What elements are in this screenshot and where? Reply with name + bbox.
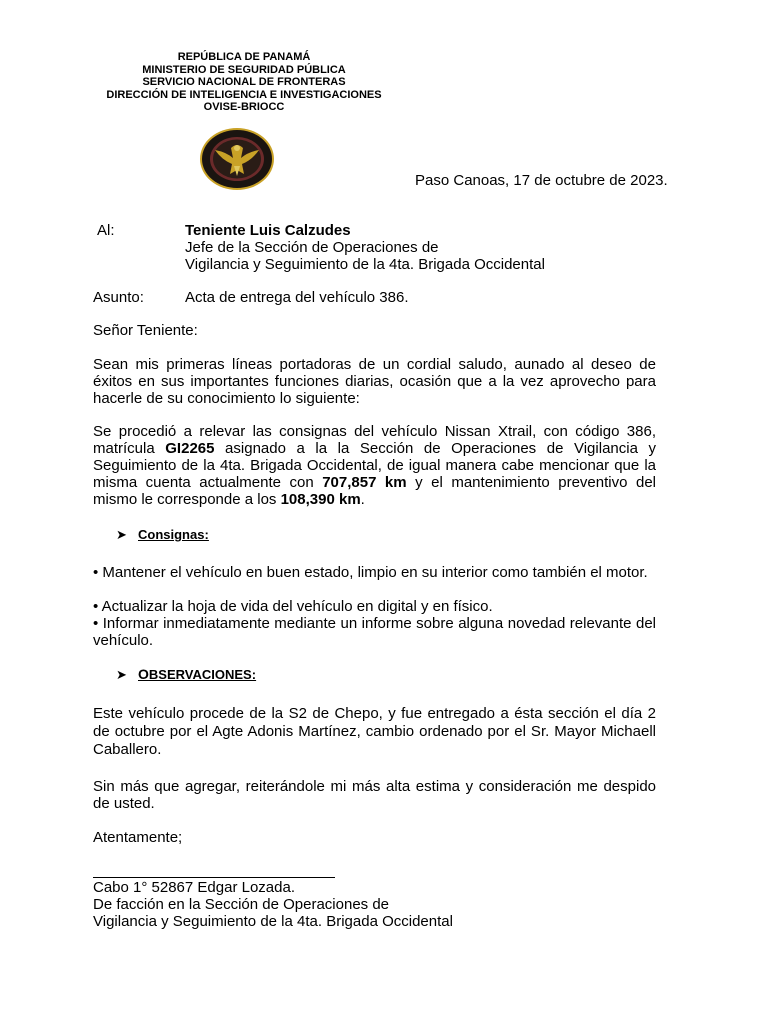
- eagle-emblem-seal-icon: [198, 126, 276, 192]
- signature-role-line1: De facción en la Sección de Operaciones de: [93, 896, 390, 913]
- recipient-name: Teniente Luis Calzudes: [185, 222, 351, 239]
- signature-name: Cabo 1° 52867 Edgar Lozada.: [93, 879, 295, 896]
- observaciones-paragraph: Este vehículo procede de la S2 de Chepo, y fue entregado a ésta sección el día 2 de octubre por el Agte Adonis Martínez, cambio ordenado por el Sr. Mayor Michaell Caballero.: [93, 705, 656, 758]
- letterhead-line-ministry: MINISTERIO DE SEGURIDAD PÚBLICA: [142, 63, 346, 76]
- arrow-bullet-icon: ➤: [116, 527, 127, 542]
- consignas-item-1: • Mantener el vehículo en buen estado, limpio en su interior como también el motor.: [93, 564, 648, 581]
- observaciones-heading-text: [138, 667, 256, 682]
- observaciones-heading: [116, 666, 256, 683]
- observaciones-initial: O: [138, 666, 149, 682]
- letterhead-line-directorate: DIRECCIÓN DE INTELIGENCIA E INVESTIGACIONES: [106, 88, 382, 101]
- subject-text: Acta de entrega del vehículo 386.: [185, 289, 409, 306]
- arrow-bullet-icon: ➤: [116, 667, 127, 682]
- vehicle-text-4: .: [360, 491, 365, 508]
- recipient-title-line1: Jefe de la Sección de Operaciones de: [185, 239, 439, 256]
- salutation: Señor Teniente:: [93, 322, 198, 339]
- vehicle-paragraph: [93, 423, 656, 508]
- letterhead: [94, 51, 394, 114]
- maintenance-mileage: 108,390 km: [280, 491, 361, 508]
- consignas-heading: [116, 527, 209, 543]
- letter-date: Paso Canoas, 17 de octubre de 2023.: [415, 172, 668, 189]
- intro-paragraph: Sean mis primeras líneas portadoras de un cordial saludo, aunado al deseo de éxitos en sus importantes funciones diarias, ocasión que a la vez aprovecho para hacerle de su conocimiento lo siguiente:: [93, 356, 656, 407]
- signature-role-line2: Vigilancia y Seguimiento de la 4ta. Brigada Occidental: [93, 913, 453, 930]
- vehicle-plate: GI2265: [165, 440, 215, 457]
- vehicle-text-1: Se procedió a relevar las consignas del vehículo Nissan Xtrail, con código 386, matrícula: [93, 423, 656, 457]
- vehicle-text-2: asignado a la la Sección de Operaciones de Vigilancia y Seguimiento de la 4ta. Brigada Occidental, de igual manera cabe mencionar que la misma cuenta actualmente con: [93, 440, 657, 491]
- observaciones-rest: BSERVACIONES:: [148, 667, 257, 682]
- letterhead-line-republic: REPÚBLICA DE PANAMÁ: [177, 51, 311, 63]
- signature-line: [93, 877, 335, 878]
- closing-paragraph: Sin más que agregar, reiterándole mi más alta estima y consideración me despido de usted.: [93, 778, 656, 812]
- vehicle-text-3: y el mantenimiento preventivo del mismo le corresponde a los: [93, 474, 656, 508]
- letterhead-line-unit: OVISE-BRIOCC: [203, 101, 285, 114]
- recipient-label: Al:: [97, 222, 115, 239]
- farewell: Atentamente;: [93, 829, 183, 846]
- consignas-item-2: • Actualizar la hoja de vida del vehículo en digital y en físico.: [93, 598, 493, 615]
- consignas-item-3: • Informar inmediatamente mediante un informe sobre alguna novedad relevante del vehículo.: [93, 615, 656, 649]
- vehicle-mileage: 707,857 km: [322, 474, 407, 491]
- consignas-heading-text: Consignas:: [138, 527, 209, 542]
- letterhead-line-service: SERVICIO NACIONAL DE FRONTERAS: [142, 76, 346, 89]
- subject-label: Asunto:: [93, 289, 144, 306]
- recipient-title-line2: Vigilancia y Seguimiento de la 4ta. Brigada Occidental: [185, 256, 545, 273]
